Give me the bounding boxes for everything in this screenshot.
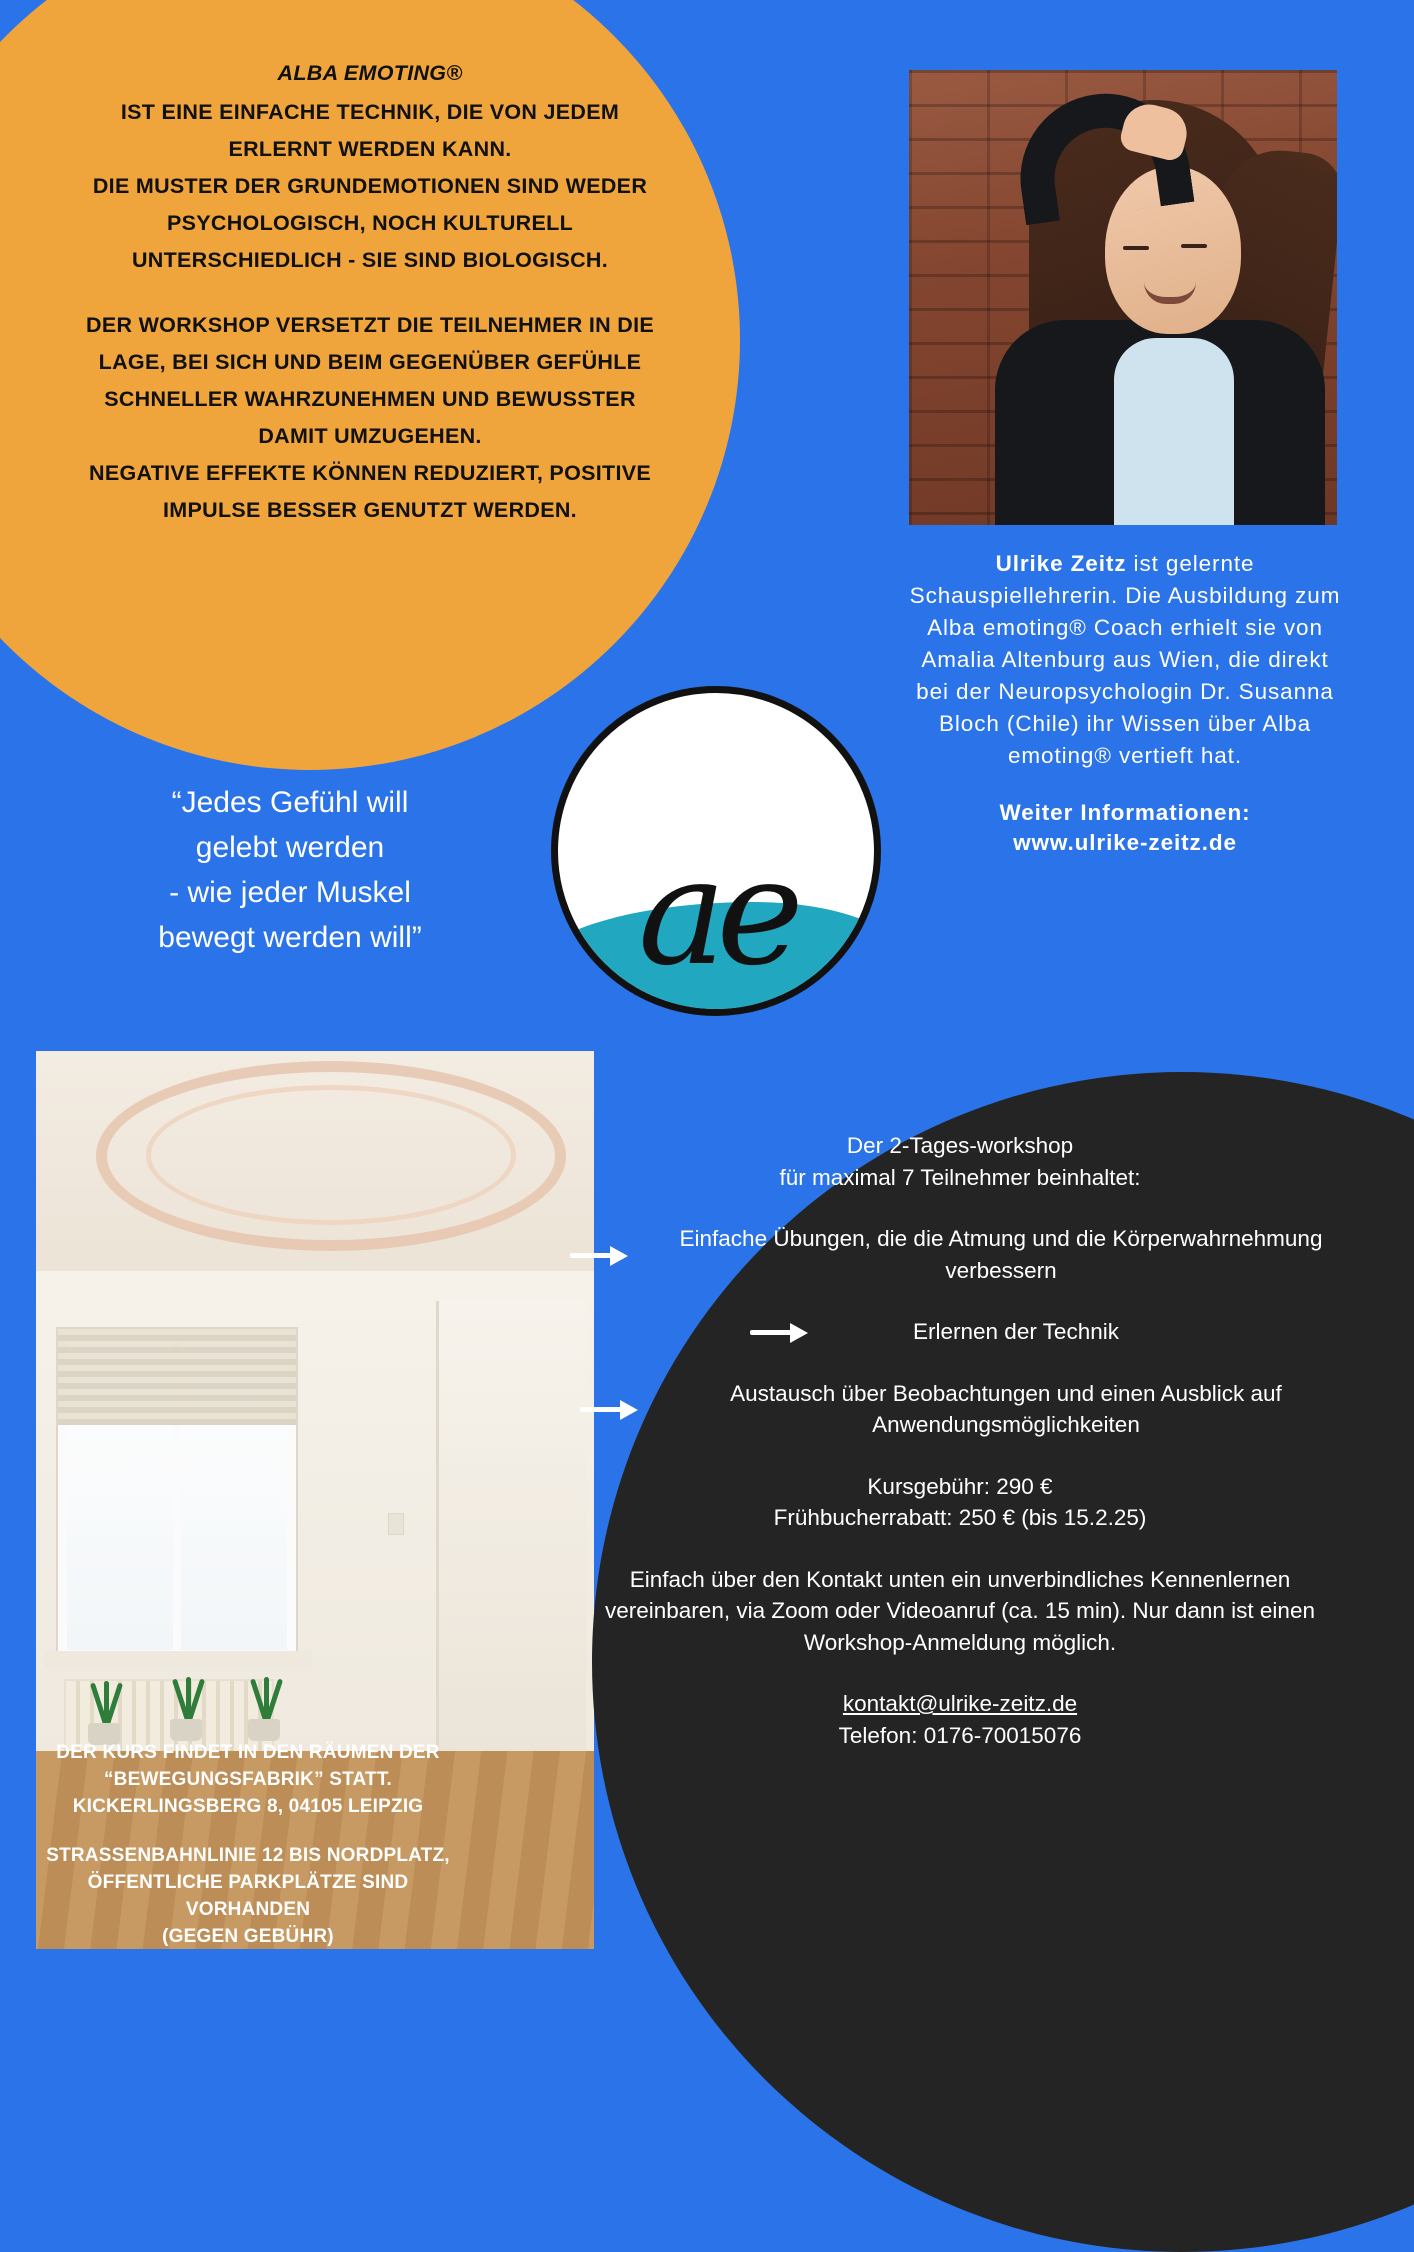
workshop-bullet-2-text: Erlernen der Technik <box>913 1319 1119 1344</box>
window-blind <box>58 1329 296 1425</box>
right-eye <box>1181 244 1207 248</box>
intro-paragraph-1-line-3: DIE MUSTER DER GRUNDEMOTIONEN SIND WEDER <box>92 173 648 198</box>
logo-circle <box>551 686 881 1016</box>
intro-paragraph-1-line-5: UNTERSCHIEDLICH - SIE SIND BIOLOGISCH. <box>131 247 609 272</box>
intro-paragraph-1-line-1: IST EINE EINFACHE TECHNIK, DIE VON JEDEM <box>120 99 620 124</box>
website-link[interactable]: www.ulrike-zeitz.de <box>1013 829 1237 855</box>
plant-right <box>242 1677 286 1741</box>
shirt-shape <box>1114 338 1234 525</box>
window-mullion-horizontal <box>67 1457 287 1464</box>
booking-note: Einfach über den Kontakt unten ein unverbindliches Kennenlernen vereinbaren, via Zoom oder Videoanruf (ca. 15 min). Nur dann ist einen Workshop-Anmeldung möglich. <box>605 1566 1315 1655</box>
bio-name: Ulrike Zeitz <box>995 551 1127 576</box>
venue-line-2: “BEWEGUNGSFABRIK” STATT. <box>103 1768 393 1790</box>
workshop-intro-line-2: für maximal 7 Teilnehmer beinhaltet: <box>779 1164 1141 1190</box>
venue-line-6: (GEGEN GEBÜHR) <box>162 1925 334 1947</box>
workshop-intro <box>560 1130 1360 1193</box>
left-eye <box>1123 246 1149 250</box>
arrow-right-icon <box>570 1245 628 1265</box>
intro-paragraph-2-line-4: DAMIT UMZUGEHEN. <box>258 423 482 448</box>
intro-paragraph-2-line-1: DER WORKSHOP VERSETZT DIE TEILNEHMER IN DIE <box>86 312 654 337</box>
pricing-block <box>560 1471 1360 1534</box>
portrait-photo <box>909 70 1337 525</box>
arrow-right-icon <box>580 1399 638 1419</box>
logo-monogram: ae <box>638 826 794 999</box>
workshop-bullet-2 <box>750 1316 1210 1348</box>
workshop-bullet-1-text: Einfache Übungen, die die Atmung und die Körperwahrnehmung verbessern <box>679 1226 1323 1283</box>
bio-text: ist gelernte Schauspiellehrerin. Die Ausbildung zum Alba emoting® Coach erhielt sie von Amalia Altenburg aus Wien, die direkt bei der Neuropsychologin Dr. Susanna Bloch (Chile) ihr Wissen über Alba emoting® vertieft hat. <box>909 551 1341 768</box>
more-info-label: Weiter Informationen: <box>999 799 1251 825</box>
venue-info <box>28 1740 468 1951</box>
intro-paragraph-2-line-6: IMPULSE BESSER GENUTZT WERDEN. <box>163 497 577 522</box>
intro-spacer <box>30 279 710 307</box>
intro-text-block <box>30 55 710 529</box>
intro-paragraph-2-line-2: LAGE, BEI SICH UND BEIM GEGENÜBER GEFÜHLE <box>98 349 642 374</box>
more-info-block <box>905 798 1345 859</box>
plant-middle <box>164 1677 208 1741</box>
logo <box>551 686 881 1016</box>
intro-paragraph-1-line-2: ERLERNT WERDEN KANN. <box>228 136 512 161</box>
intro-paragraph-2-line-3: SCHNELLER WAHRZUNEHMEN UND BEWUSSTER <box>104 386 636 411</box>
venue-line-3: KICKERLINGSBERG 8, 04105 LEIPZIG <box>72 1795 424 1817</box>
course-fee: Kursgebühr: 290 € <box>867 1473 1053 1499</box>
early-bird-discount: Frühbucherrabatt: 250 € (bis 15.2.25) <box>773 1505 1147 1530</box>
quote-line-3: - wie jeder Muskel <box>169 876 411 909</box>
quote-line-4: bewegt werden will” <box>158 921 422 954</box>
venue-line-4: STRASSENBAHNLINIE 12 BIS NORDPLATZ, <box>46 1844 450 1866</box>
workshop-bullet-3-text: Austausch über Beobachtungen und einen Ausblick auf Anwendungsmöglichkeiten <box>730 1380 1282 1437</box>
window-sill <box>44 1651 312 1667</box>
workshop-details <box>560 1130 1360 1751</box>
workshop-intro-line-1: Der 2-Tages-workshop <box>846 1133 1074 1158</box>
email-link[interactable]: kontakt@ulrike-zeitz.de <box>842 1691 1078 1716</box>
workshop-bullet-1 <box>570 1223 1360 1286</box>
venue-line-5: ÖFFENTLICHE PARKPLÄTZE SIND VORHANDEN <box>87 1871 409 1920</box>
arrow-right-icon <box>750 1322 808 1342</box>
plant-pot <box>170 1719 202 1741</box>
workshop-bullet-3 <box>580 1378 1360 1441</box>
quote-line-2: gelebt werden <box>195 831 385 864</box>
intro-headline: ALBA EMOTING® <box>277 61 463 85</box>
venue-line-1: DER KURS FINDET IN DEN RÄUMEN DER <box>56 1742 440 1763</box>
plant-left <box>82 1681 126 1745</box>
phone-text: Telefon: 0176-70015076 <box>838 1722 1082 1748</box>
intro-paragraph-2-line-5: NEGATIVE EFFEKTE KÖNNEN REDUZIERT, POSITIVE <box>89 460 651 485</box>
plant-pot <box>248 1719 280 1741</box>
light-switch <box>388 1513 404 1535</box>
quote-block <box>80 780 500 960</box>
ceiling-ornament-inner <box>146 1085 516 1225</box>
intro-paragraph-1-line-4: PSYCHOLOGISCH, NOCH KULTURELL <box>166 210 574 235</box>
quote-line-1: “Jedes Gefühl will <box>171 786 409 819</box>
person-illustration <box>909 70 1337 525</box>
contact-block <box>560 1688 1360 1751</box>
bio-block <box>905 548 1345 858</box>
